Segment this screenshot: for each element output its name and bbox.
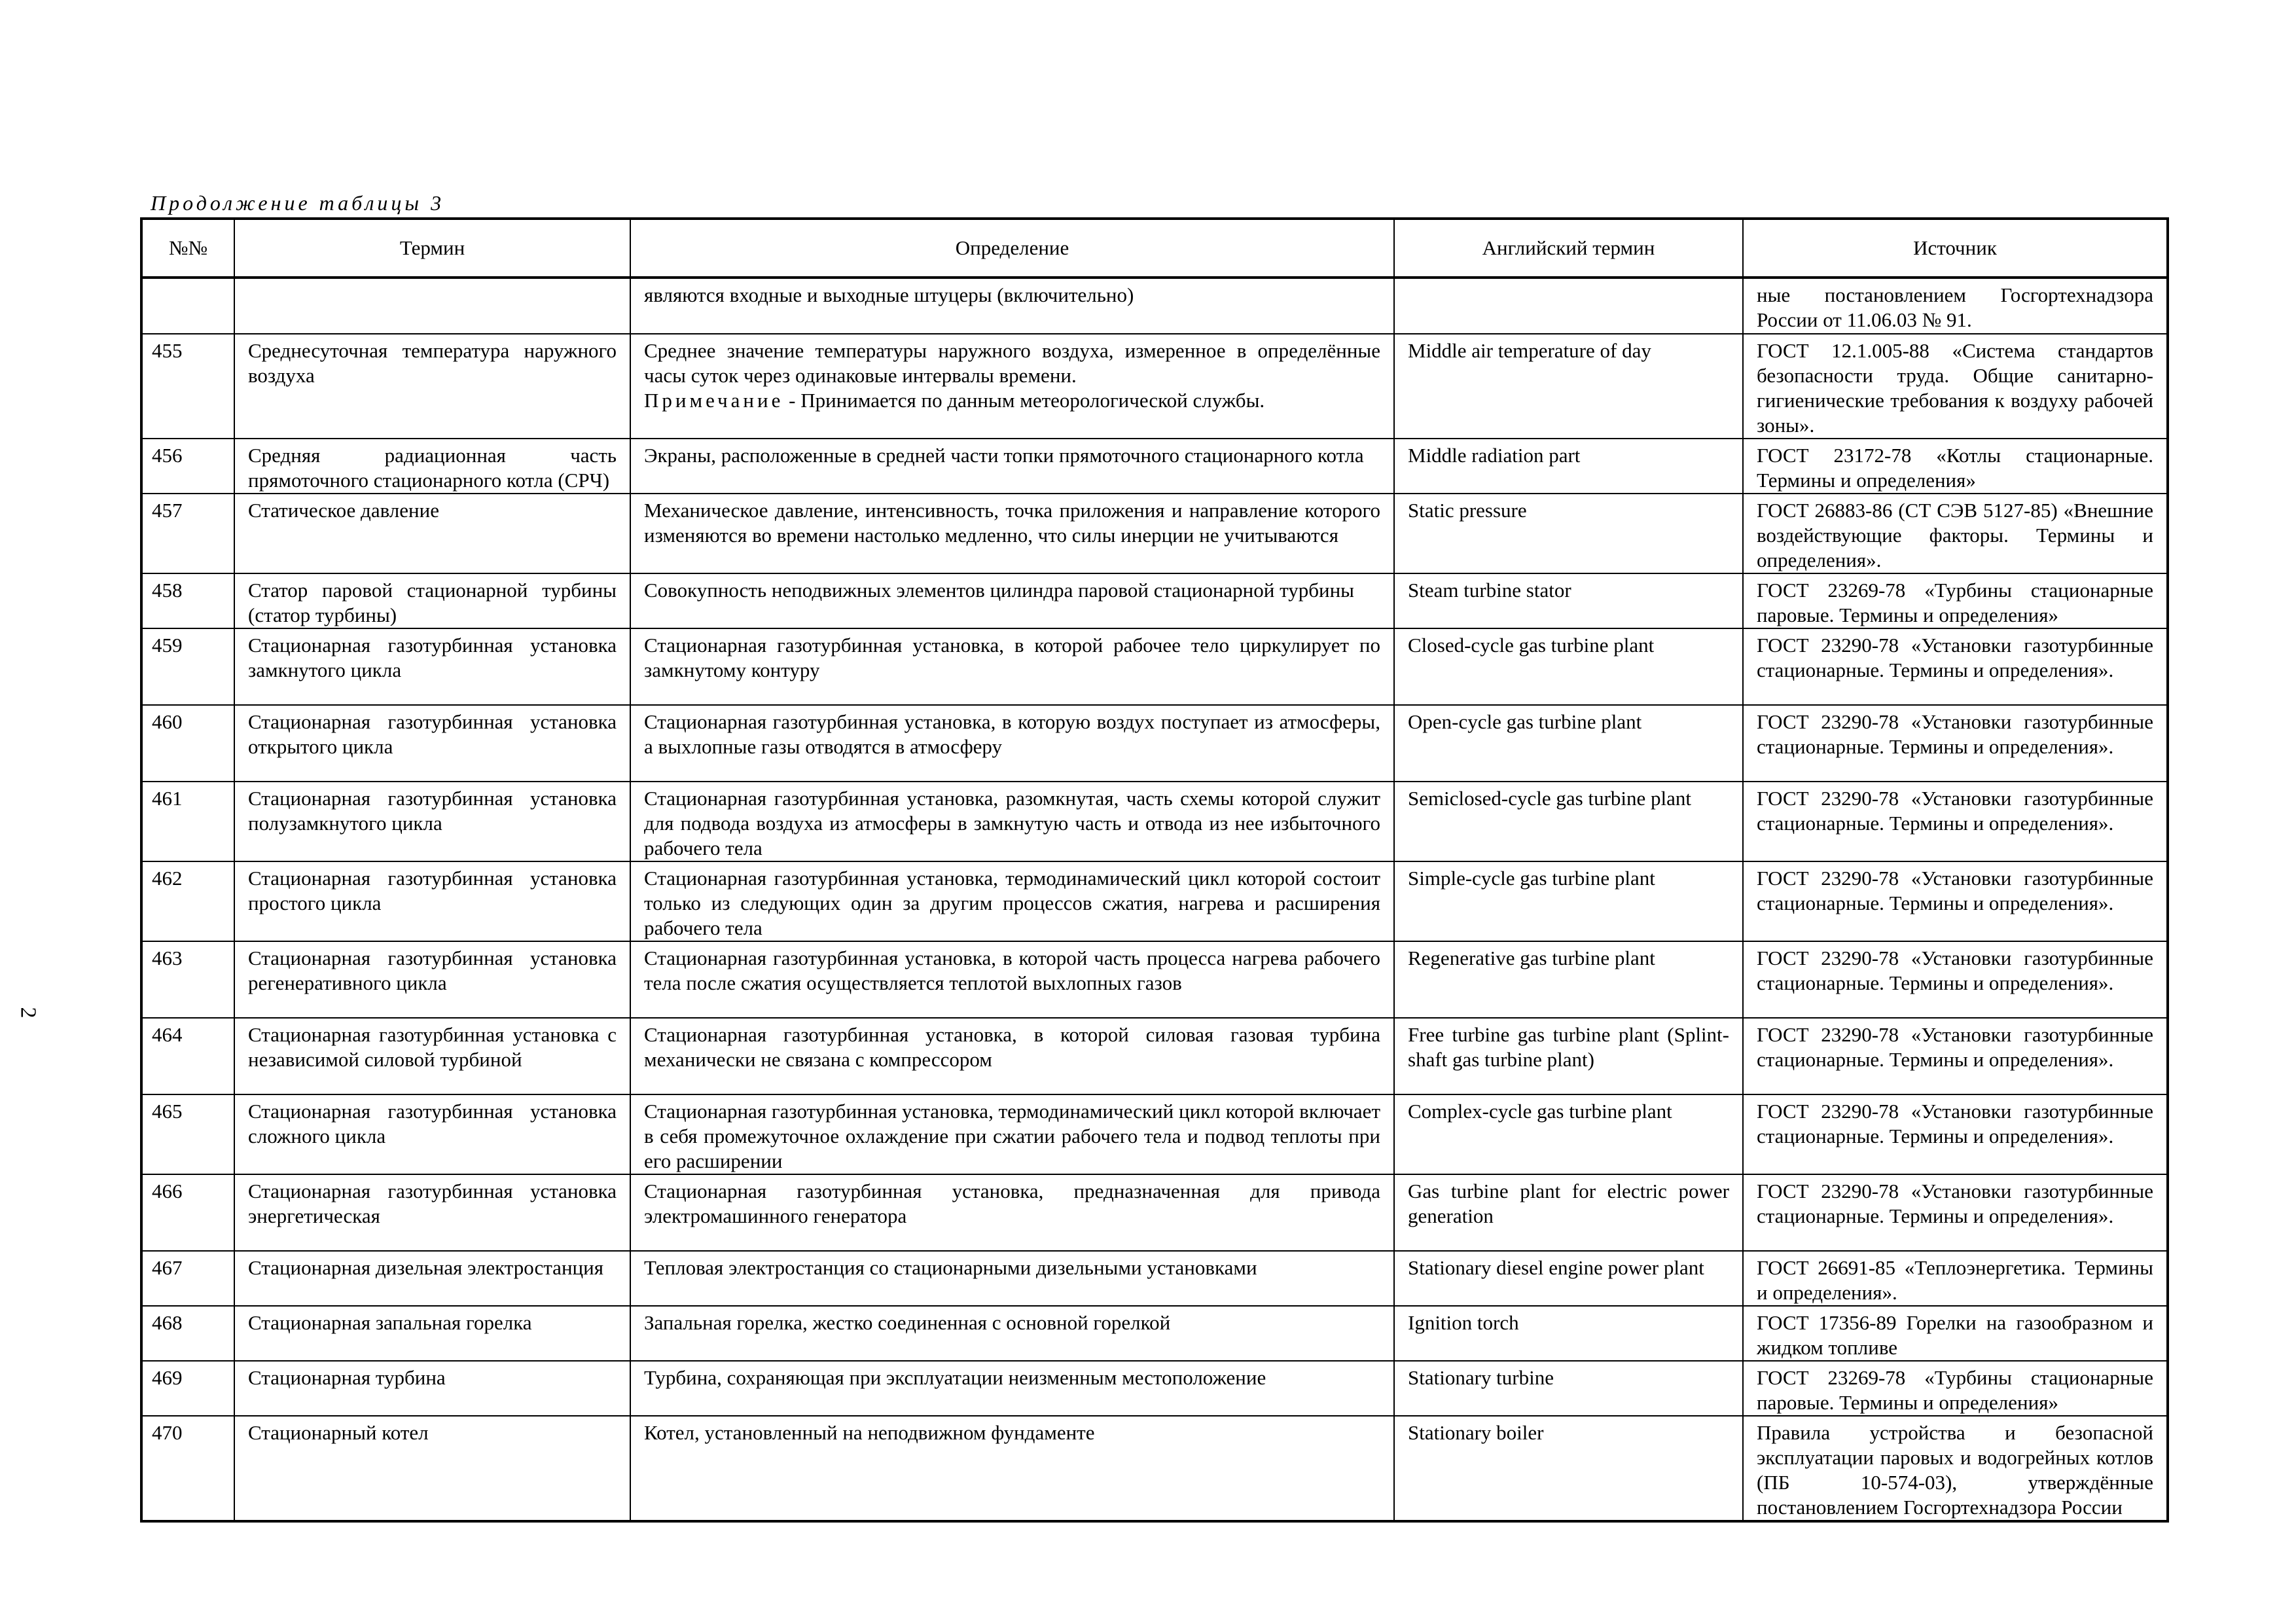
cell-term: Статическое давление (234, 494, 630, 573)
cell-english-term: Middle air temperature of day (1394, 334, 1743, 439)
cell-source: ГОСТ 23172-78 «Котлы стационарные. Термины и определения» (1743, 439, 2168, 494)
cell-num: 464 (141, 1018, 234, 1094)
cell-english-term: Stationary diesel engine power plant (1394, 1251, 1743, 1306)
table-row (141, 628, 2168, 705)
cell-term: Стационарная газотурбинная установка с независимой силовой турбиной (234, 1018, 630, 1094)
table-header-row (141, 219, 2168, 278)
cell-definition: Механическое давление, интенсивность, точка приложения и направление которого изменяются во времени настолько медленно, что силы инерции не учитываются (630, 494, 1394, 573)
cell-term: Стационарная газотурбинная установка энергетическая (234, 1174, 630, 1251)
cell-num: 458 (141, 573, 234, 628)
cell-term: Стационарная запальная горелка (234, 1306, 630, 1361)
cell-num: 463 (141, 941, 234, 1018)
cell-term: Среднесуточная температура наружного воздуха (234, 334, 630, 439)
cell-english-term: Free turbine gas turbine plant (Splint-shaft gas turbine plant) (1394, 1018, 1743, 1094)
cell-source: ГОСТ 23290-78 «Установки газотурбинные стационарные. Термины и определения». (1743, 705, 2168, 782)
cell-definition: Тепловая электростанция со стационарными дизельными установками (630, 1251, 1394, 1306)
cell-definition: Стационарная газотурбинная установка, в которой часть процесса нагрева рабочего тела после сжатия осуществляется теплотой выхлопных газов (630, 941, 1394, 1018)
cell-definition (630, 334, 1394, 439)
table-row (141, 494, 2168, 573)
cell-num: 459 (141, 628, 234, 705)
cell-term: Средняя радиационная часть прямоточного стационарного котла (СРЧ) (234, 439, 630, 494)
terms-table (140, 217, 2169, 1523)
cell-definition: Запальная горелка, жестко соединенная с основной горелкой (630, 1306, 1394, 1361)
table-caption: Продолжение таблицы 3 (151, 191, 445, 215)
cell-english-term: Complex-cycle gas turbine plant (1394, 1094, 1743, 1174)
cell-english-term: Simple-cycle gas turbine plant (1394, 861, 1743, 941)
cell-definition: Стационарная газотурбинная установка, в которой силовая газовая турбина механически не связана с компрессором (630, 1018, 1394, 1094)
cell-term: Стационарная газотурбинная установка полузамкнутого цикла (234, 782, 630, 861)
table-row (141, 334, 2168, 439)
table-row (141, 941, 2168, 1018)
cell-term: Стационарная газотурбинная установка регенеративного цикла (234, 941, 630, 1018)
cell-num: 461 (141, 782, 234, 861)
cell-source: Правила устройства и безопасной эксплуатации паровых и водогрейных котлов (ПБ 10-574-03), утверждённые постановлением Госгортехнадзора России (1743, 1416, 2168, 1521)
cell-english-term (1394, 278, 1743, 334)
table-row (141, 1174, 2168, 1251)
cell-source: ГОСТ 26691-85 «Теплоэнергетика. Термины и определения». (1743, 1251, 2168, 1306)
cell-english-term: Ignition torch (1394, 1306, 1743, 1361)
cell-source: ГОСТ 23290-78 «Установки газотурбинные стационарные. Термины и определения». (1743, 628, 2168, 705)
cell-num: 457 (141, 494, 234, 573)
cell-english-term: Closed-cycle gas turbine plant (1394, 628, 1743, 705)
table-row (141, 573, 2168, 628)
cell-num: 462 (141, 861, 234, 941)
cell-term: Стационарная дизельная электростанция (234, 1251, 630, 1306)
cell-english-term: Open-cycle gas turbine plant (1394, 705, 1743, 782)
cell-english-term: Gas turbine plant for electric power generation (1394, 1174, 1743, 1251)
cell-definition: Стационарная газотурбинная установка, термодинамический цикл которой состоит только из следующих один за другим процессов сжатия, нагрева и расширения рабочего тела (630, 861, 1394, 941)
table-row (141, 1094, 2168, 1174)
cell-source: ГОСТ 23269-78 «Турбины стационарные паровые. Термины и определения» (1743, 1361, 2168, 1416)
header-definition: Определение (630, 219, 1394, 278)
cell-definition: Совокупность неподвижных элементов цилиндра паровой стационарной турбины (630, 573, 1394, 628)
table-row (141, 1306, 2168, 1361)
cell-definition: Стационарная газотурбинная установка, в которой рабочее тело циркулирует по замкнутому контуру (630, 628, 1394, 705)
cell-definition: Турбина, сохраняющая при эксплуатации неизменным местоположение (630, 1361, 1394, 1416)
cell-english-term: Static pressure (1394, 494, 1743, 573)
cell-num: 460 (141, 705, 234, 782)
table-row-continuation (141, 278, 2168, 334)
cell-term: Стационарная газотурбинная установка простого цикла (234, 861, 630, 941)
cell-num: 455 (141, 334, 234, 439)
header-english-term: Английский термин (1394, 219, 1743, 278)
cell-num (141, 278, 234, 334)
cell-num: 465 (141, 1094, 234, 1174)
cell-term: Стационарная турбина (234, 1361, 630, 1416)
cell-definition: Котел, установленный на неподвижном фундаменте (630, 1416, 1394, 1521)
cell-source: ГОСТ 23290-78 «Установки газотурбинные стационарные. Термины и определения». (1743, 1094, 2168, 1174)
table-row (141, 861, 2168, 941)
cell-source: ГОСТ 12.1.005-88 «Система стандартов безопасности труда. Общие санитарно-гигиенические требования к воздуху рабочей зоны». (1743, 334, 2168, 439)
cell-source: ГОСТ 23290-78 «Установки газотурбинные стационарные. Термины и определения». (1743, 941, 2168, 1018)
cell-term: Статор паровой стационарной турбины (статор турбины) (234, 573, 630, 628)
cell-term: Стационарная газотурбинная установка замкнутого цикла (234, 628, 630, 705)
cell-source: ГОСТ 23269-78 «Турбины стационарные паровые. Термины и определения» (1743, 573, 2168, 628)
table-row (141, 1251, 2168, 1306)
cell-definition: являются входные и выходные штуцеры (включительно) (630, 278, 1394, 334)
header-source: Источник (1743, 219, 2168, 278)
cell-source: ГОСТ 23290-78 «Установки газотурбинные стационарные. Термины и определения». (1743, 1174, 2168, 1251)
header-term: Термин (234, 219, 630, 278)
cell-english-term: Steam turbine stator (1394, 573, 1743, 628)
note-text: - Принимается по данным метеорологической службы. (783, 389, 1265, 412)
cell-source: ГОСТ 23290-78 «Установки газотурбинные стационарные. Термины и определения». (1743, 861, 2168, 941)
table-row (141, 705, 2168, 782)
cell-definition: Экраны, расположенные в средней части топки прямоточного стационарного котла (630, 439, 1394, 494)
cell-term (234, 278, 630, 334)
cell-definition: Стационарная газотурбинная установка, предназначенная для привода электромашинного генератора (630, 1174, 1394, 1251)
cell-num: 467 (141, 1251, 234, 1306)
table-row (141, 439, 2168, 494)
cell-source: ГОСТ 23290-78 «Установки газотурбинные стационарные. Термины и определения». (1743, 1018, 2168, 1094)
cell-english-term: Middle radiation part (1394, 439, 1743, 494)
cell-source: ГОСТ 26883-86 (СТ СЭВ 5127-85) «Внешние воздействующие факторы. Термины и определения». (1743, 494, 2168, 573)
cell-source: ГОСТ 23290-78 «Установки газотурбинные стационарные. Термины и определения». (1743, 782, 2168, 861)
cell-num: 456 (141, 439, 234, 494)
note-label: Примечание (644, 389, 784, 412)
cell-source: ГОСТ 17356-89 Горелки на газообразном и жидком топливе (1743, 1306, 2168, 1361)
definition-text: Среднее значение температуры наружного воздуха, измеренное в определённые часы суток через одинаковые интервалы времени. (644, 339, 1380, 387)
cell-term: Стационарный котел (234, 1416, 630, 1521)
cell-source: ные постановлением Госгортехнадзора России от 11.06.03 № 91. (1743, 278, 2168, 334)
cell-definition: Стационарная газотурбинная установка, в которую воздух поступает из атмосферы, а выхлопные газы отводятся в атмосферу (630, 705, 1394, 782)
cell-english-term: Semiclosed-cycle gas turbine plant (1394, 782, 1743, 861)
cell-num: 466 (141, 1174, 234, 1251)
table-row (141, 1018, 2168, 1094)
table-row (141, 1416, 2168, 1521)
cell-term: Стационарная газотурбинная установка открытого цикла (234, 705, 630, 782)
table-row (141, 1361, 2168, 1416)
cell-definition: Стационарная газотурбинная установка, разомкнутая, часть схемы которой служит для подвода воздуха из атмосферы в замкнутую часть и отвода из нее избыточного рабочего тела (630, 782, 1394, 861)
cell-num: 468 (141, 1306, 234, 1361)
header-num: №№ (141, 219, 234, 278)
cell-definition: Стационарная газотурбинная установка, термодинамический цикл которой включает в себя промежуточное охлаждение при сжатии рабочего тела и подвод теплоты при его расширении (630, 1094, 1394, 1174)
cell-num: 469 (141, 1361, 234, 1416)
page-number: 2 (16, 1007, 41, 1019)
cell-english-term: Regenerative gas turbine plant (1394, 941, 1743, 1018)
cell-english-term: Stationary turbine (1394, 1361, 1743, 1416)
cell-term: Стационарная газотурбинная установка сложного цикла (234, 1094, 630, 1174)
cell-num: 470 (141, 1416, 234, 1521)
table-row (141, 782, 2168, 861)
cell-english-term: Stationary boiler (1394, 1416, 1743, 1521)
